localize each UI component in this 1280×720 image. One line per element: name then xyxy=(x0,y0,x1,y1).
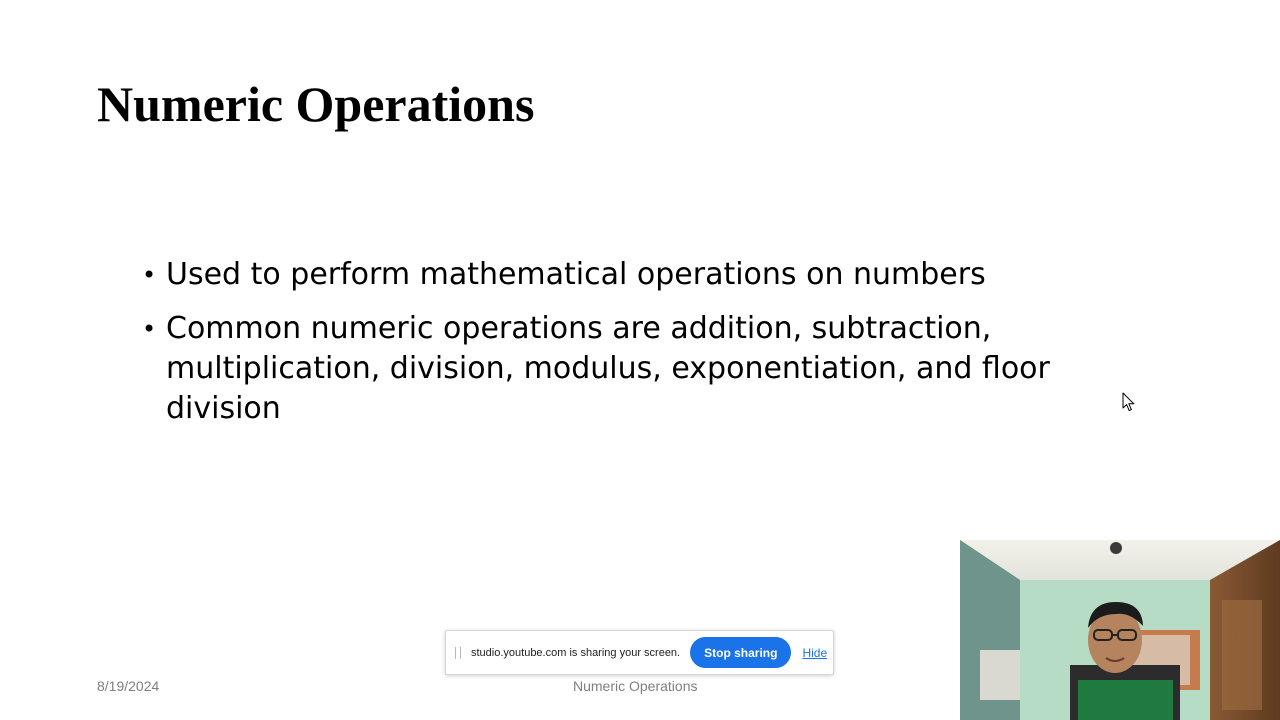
drag-handle-icon[interactable] xyxy=(455,647,461,659)
bullet-dot-icon: • xyxy=(142,315,157,343)
bullet-item xyxy=(142,255,1106,295)
mouse-pointer-icon xyxy=(1122,392,1136,412)
slide-title: Numeric Operations xyxy=(97,76,535,132)
bullet-item xyxy=(142,309,1106,429)
bullet-dot-icon: • xyxy=(142,261,157,289)
share-message: studio.youtube.com is sharing your screen. xyxy=(471,646,681,659)
stop-sharing-button[interactable]: Stop sharing xyxy=(690,637,791,668)
webcam-overlay xyxy=(960,540,1280,720)
bullet-text: Used to perform mathematical operations on numbers xyxy=(166,257,986,292)
screen-share-notification-bar xyxy=(445,630,834,675)
slide-footer-title: Numeric Operations xyxy=(573,678,698,694)
webcam-video-image xyxy=(960,540,1280,720)
slide-footer-date: 8/19/2024 xyxy=(97,678,160,694)
bullet-list xyxy=(142,255,1106,443)
hide-link[interactable]: Hide xyxy=(802,645,828,660)
bullet-text: Common numeric operations are addition, subtraction, multiplication, division, modulus, exponentiation, and floor division xyxy=(166,311,1050,426)
